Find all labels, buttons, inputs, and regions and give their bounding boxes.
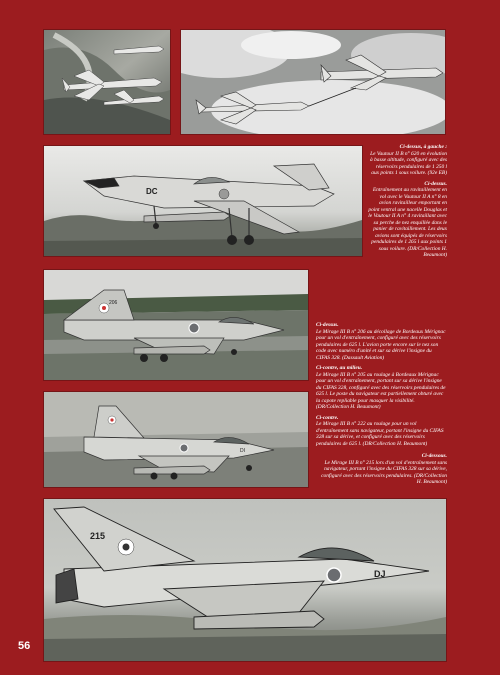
m206-fin-number: 206 (109, 300, 118, 306)
caption-mirage-215 (316, 453, 447, 486)
photo-vautour-620 (44, 146, 362, 256)
m215-fin-number: 215 (90, 531, 106, 541)
caption-column-upper (367, 144, 447, 263)
m215-nose-code: DJ (374, 569, 386, 579)
caption-heading: Ci-contre. (316, 414, 339, 421)
caption-mirage-206 (316, 322, 447, 361)
caption-heading: Ci-contre, au milieu. (316, 365, 363, 371)
m222-nose-code: DI (240, 448, 245, 454)
caption-vautour-refuelling (367, 181, 447, 259)
caption-body: Le Mirage III B n° 222 au roulage pour un vol d'entraînement sans navigateur, portant l'insigne du CIFAS 328 sur sa dérive, et configuré avec des réservoirs pendulaires de 625 l. (DR/Collection H. Beaumont) (316, 421, 444, 447)
caption-body: Le Mirage III B n° 215 lors d'un vol d'entraînement sans navigateur, portant l'insigne du CIFAS 328 sur sa dérive, configuré avec des réservoirs pendulaires. (DR/Collection H. Beaumont) (321, 459, 447, 485)
caption-mirage-205 (316, 365, 447, 411)
caption-body: Le Mirage III B n° 206 au décollage de Bordeaux Mérignac pour un vol d'entraînement, configuré avec des réservoirs pendulaires de 625 l. L'avion porte encore sur le nez son code avec numéro d'unité et sur sa dérive l'insigne du CIFAS 328. (Dassault Aviation) (316, 328, 446, 361)
caption-heading: Ci-dessus, à gauche : (399, 144, 447, 150)
caption-body: Entraînement au ravitaillement en vol avec le Vautour II A n° 8 en avion ravitailleur emportant en point ventral une nacelle Douglas et le Vautour II A n° 4 ravitaillant avec sa perche de nez enquillée dans le panier de ravitaillement. Les deux avions sont équipés de réservoirs pendulaires de 1 265 l aux points 1 sous voilure. (DR/Collection H. Beaumont) (368, 187, 447, 258)
photo-mirage-215 (44, 499, 446, 661)
caption-body: Le Vautour II B n° 620 en évolution à basse altitude, configuré avec des réservoirs pendulaires de 1 250 l aux points 1 sous voilure. (92e EB) (370, 150, 447, 176)
caption-mirage-222 (316, 415, 447, 448)
photo-mirage-206 (44, 270, 308, 380)
caption-column-lower (316, 322, 447, 451)
page-number: 56 (18, 640, 31, 652)
caption-heading: Ci-dessus. (316, 322, 339, 328)
photo-mirage-222 (44, 392, 308, 487)
caption-vautour-620 (367, 144, 447, 177)
photo-vautour-refuelling (181, 30, 445, 134)
photo-vautour-formation (44, 30, 170, 134)
caption-heading: Ci-dessous. (421, 453, 447, 459)
caption-heading: Ci-dessus. (424, 180, 447, 187)
vautour-nose-code: DC (146, 187, 158, 196)
caption-body: Le Mirage III B n° 205 au roulage à Bordeaux Mérignac pour un vol d'entraînement, portant sur sa dérive l'insigne du CIFAS 328, configuré avec des réservoirs pendulaires de 625 l. Le poste du navigateur est partiellement obturé avec la capote repliable pour masquer la visibilité. (DR/Collection H. Beaumont) (316, 371, 446, 410)
